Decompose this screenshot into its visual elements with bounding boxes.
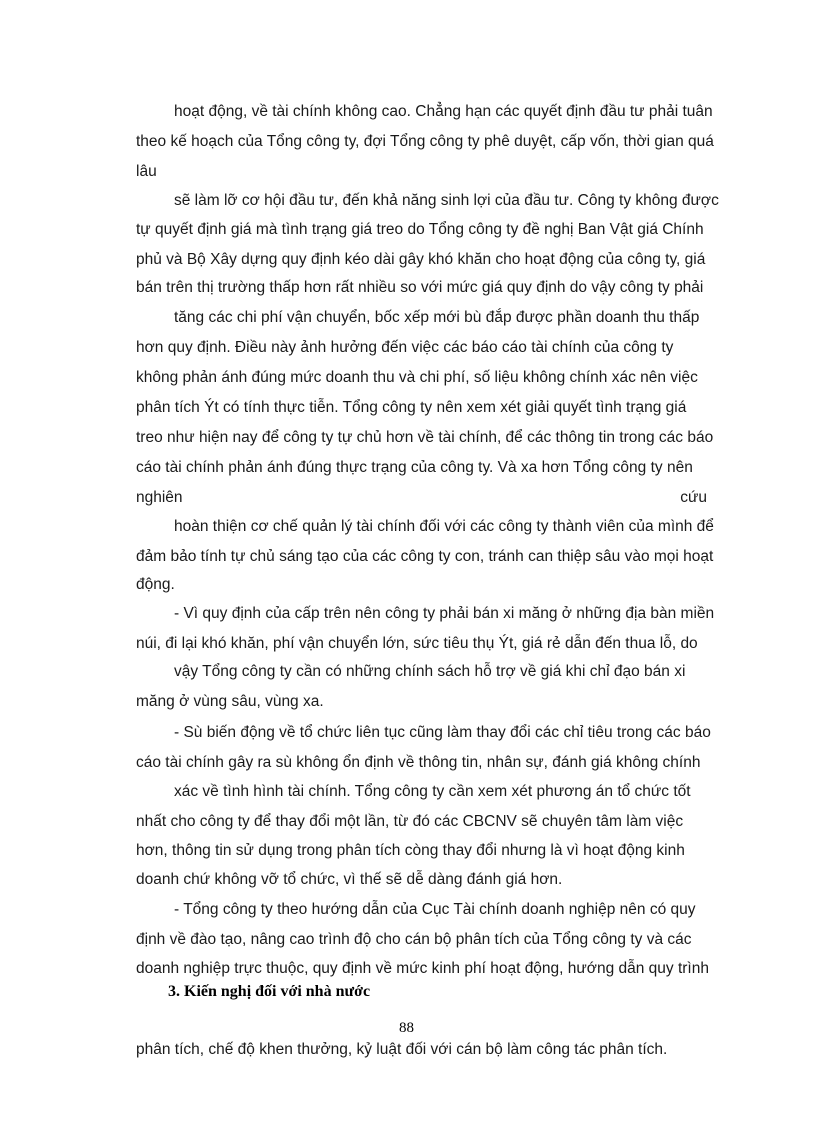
text-line: hoạt động, về tài chính không cao. Chẳng hạn các quyết định đầu tư phải tuân <box>174 103 713 120</box>
text-line: hơn quy định. Điều này ảnh hưởng đến việc các báo cáo tài chính của công ty <box>136 339 674 356</box>
text-line: đảm bảo tính tự chủ sáng tạo của các công ty con, tránh can thiệp sâu vào mọi hoạt <box>136 548 714 565</box>
text-line: măng ở vùng sâu, vùng xa. <box>136 693 324 710</box>
text-line: phân tích Ýt có tính thực tiễn. Tổng công ty nên xem xét giải quyết tình trạng giá <box>136 399 687 416</box>
text-line: vậy Tổng công ty cần có những chính sách hỗ trợ về giá khi chỉ đạo bán xi <box>174 663 686 680</box>
text-line: treo như hiện nay để công ty tự chủ hơn về tài chính, để các thông tin trong các báo <box>136 429 714 446</box>
page-number: 88 <box>399 1020 414 1036</box>
text-line: phân tích, chế độ khen thưởng, kỷ luật đối với cán bộ làm công tác phân tích. <box>136 1041 668 1058</box>
text-line: tự quyết định giá mà tình trạng giá treo do Tổng công ty đề nghị Ban Vật giá Chính <box>136 221 704 238</box>
text-line: nhất cho công ty để thay đổi một lần, từ đó các CBCNV sẽ chuyên tâm làm việc <box>136 813 684 830</box>
text-line: - Sù biến động về tổ chức liên tục cũng làm thay đổi các chỉ tiêu trong các báo <box>174 724 711 741</box>
text-line: doanh chứ không vỡ tổ chức, vì thế sẽ dễ dàng đánh giá hơn. <box>136 871 563 888</box>
text-line: theo kế hoạch của Tổng công ty, đợi Tổng công ty phê duyệt, cấp vốn, thời gian quá <box>136 133 714 150</box>
text-line: động. <box>136 576 175 593</box>
text-line: hoàn thiện cơ chế quản lý tài chính đối với các công ty thành viên của mình để <box>174 518 714 535</box>
text-line: bán trên thị trường thấp hơn rất nhiều so với mức giá quy định do vậy công ty phải <box>136 279 704 296</box>
text-line: - Tổng công ty theo hướng dẫn của Cục Tài chính doanh nghiệp nên có quy <box>174 901 696 918</box>
text-line: doanh nghiệp trực thuộc, quy định về mức kinh phí hoạt động, hướng dẫn quy trình <box>136 960 709 977</box>
text-line: núi, đi lại khó khăn, phí vận chuyển lớn, sức tiêu thụ Ýt, giá rẻ dẫn đến thua lỗ, do <box>136 635 698 652</box>
text-line: không phản ánh đúng mức doanh thu và chi phí, số liệu không chính xác nên việc <box>136 369 698 386</box>
text-line: cáo tài chính phản ánh đúng thực trạng của công ty. Và xa hơn Tổng công ty nên <box>136 459 693 476</box>
text-line: cáo tài chính gây ra sù không ổn định về thông tin, nhân sự, đánh giá không chính <box>136 754 701 771</box>
text-word: cứu <box>680 489 707 506</box>
text-line: - Vì quy định của cấp trên nên công ty phải bán xi măng ở những địa bàn miền <box>174 605 715 622</box>
text-line: lâu <box>136 163 157 180</box>
text-line: xác về tình hình tài chính. Tổng công ty cần xem xét phương án tổ chức tốt <box>174 783 691 800</box>
section-heading: 3. Kiến nghị đối với nhà nước <box>168 983 371 1000</box>
text-line: tăng các chi phí vận chuyển, bốc xếp mới bù đắp được phần doanh thu thấp <box>174 309 700 326</box>
text-line: định về đào tạo, nâng cao trình độ cho cán bộ phân tích của Tổng công ty và các <box>136 931 692 948</box>
text-word: nghiên <box>136 489 183 506</box>
text-line: hơn, thông tin sử dụng trong phân tích còng thay đổi nhưng là vì hoạt động kinh <box>136 842 685 859</box>
text-line: sẽ làm lỡ cơ hội đầu tư, đến khả năng sinh lợi của đầu tư. Công ty không được <box>174 192 719 209</box>
text-line: phủ và Bộ Xây dựng quy định kéo dài gây khó khăn cho hoạt động của công ty, giá <box>136 251 706 268</box>
justified-line <box>136 488 707 508</box>
